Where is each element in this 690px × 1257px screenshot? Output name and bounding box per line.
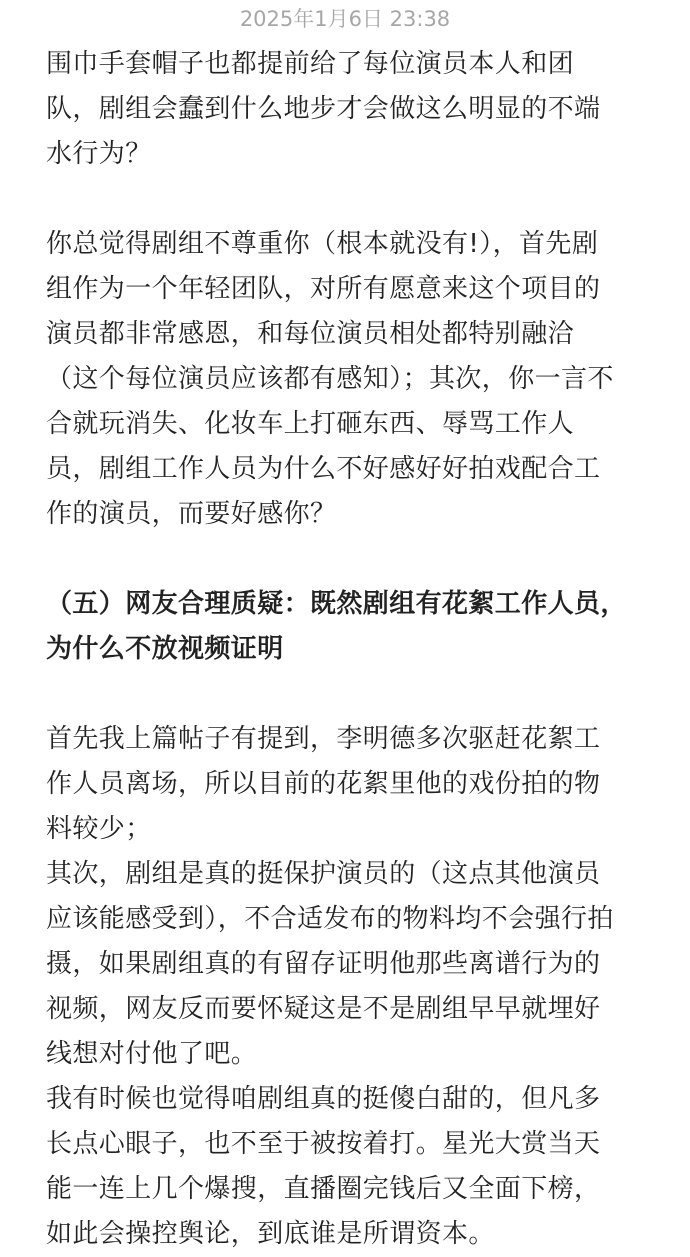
text-line: 能一连上几个爆搜，直播圈完钱后又全面下榜，: [46, 1174, 601, 1204]
heading-line: 为什么不放视频证明: [46, 634, 284, 664]
text-line: 应该能感受到），不合适发布的物料均不会强行拍: [46, 904, 614, 934]
text-line: 我有时候也觉得咱剧组真的挺傻白甜的，但凡多: [46, 1084, 601, 1114]
text-line: 料较少；: [46, 814, 152, 844]
text-line: 员，剧组工作人员为什么不好感好好拍戏配合工: [46, 454, 601, 484]
heading-line: （五）网友合理质疑：既然剧组有花絮工作人员，: [46, 589, 627, 619]
paragraph-gap: [46, 177, 650, 222]
text-line: 长点心眼子，也不至于被按着打。星光大赏当天: [46, 1129, 601, 1159]
post-timestamp: 2025年1月6日 23:38: [239, 7, 451, 31]
section-heading: [46, 582, 650, 672]
text-line: 线想对付他了吧。: [46, 1039, 258, 1069]
text-line: 水行为？: [46, 139, 152, 169]
text-line: （这个每位演员应该都有感知）；其次，你一言不: [46, 364, 614, 394]
text-line: 视频，网友反而要怀疑这是不是剧组早早就埋好: [46, 994, 601, 1024]
text-line: 作的演员，而要好感你？: [46, 499, 337, 529]
text-line: 合就玩消失、化妆车上打砸东西、辱骂工作人: [46, 409, 575, 439]
text-line: 队，剧组会蠢到什么地步才会做这么明显的不端: [46, 94, 601, 124]
text-line: 其次，剧组是真的挺保护演员的（这点其他演员: [46, 859, 601, 889]
paragraph-1: [46, 42, 650, 177]
paragraph-gap: [46, 672, 650, 717]
paragraph-gap: [46, 537, 650, 582]
text-line: 如此会操控舆论，到底谁是所谓资本。: [46, 1219, 495, 1249]
text-line: 摄，如果剧组真的有留存证明他那些离谱行为的: [46, 949, 601, 979]
article-body: [46, 42, 650, 1257]
text-line: 作人员离场，所以目前的花絮里他的戏份拍的物: [46, 769, 601, 799]
text-line: 演员都非常感恩，和每位演员相处都特别融洽: [46, 319, 575, 349]
text-line: 首先我上篇帖子有提到，李明德多次驱赶花絮工: [46, 724, 601, 754]
text-line: 围巾手套帽子也都提前给了每位演员本人和团: [46, 49, 575, 79]
paragraph-3: [46, 717, 650, 1257]
text-line: 组作为一个年轻团队，对所有愿意来这个项目的: [46, 274, 601, 304]
text-line: 你总觉得剧组不尊重你（根本就没有!），首先剧: [46, 229, 599, 259]
paragraph-2: [46, 222, 650, 537]
